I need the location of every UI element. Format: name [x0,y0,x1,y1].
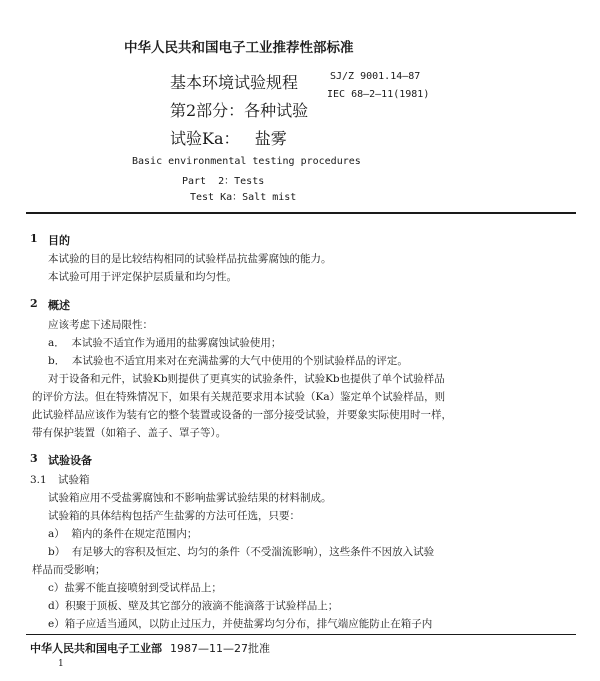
footer-publisher: 中华人民共和国电子工业部 [30,642,162,655]
standard-org-title: 中华人民共和国电子工业推荐性部标准 [124,40,354,56]
footer-divider [26,634,576,635]
section-2-title: 概述 [48,299,70,312]
section-3-number: 3 [30,452,38,465]
section-3-1-title: 试验箱 [58,474,90,486]
section-3-line-1: 试验箱应用不受盐雾腐蚀和不影响盐雾试验结果的材料制成。 [48,492,332,504]
section-2-item-a: a． 本试验不适宜作为通用的盐雾腐蚀试验使用； [48,337,282,349]
section-1-line-1: 本试验的目的是比较结构相同的试验样品抗盐雾腐蚀的能力。 [48,253,332,265]
standard-code-sj: SJ/Z 9001.14—87 [330,71,421,82]
section-3-line-4: b） 有足够大的容积及恒定、均匀的条件（不受湍流影响），这些条件不因放入试验 [48,546,435,558]
title-line-3: 试验Ka： 盐雾 [170,129,287,148]
standard-code-iec: IEC 68—2—11(1981) [327,89,430,100]
section-1-number: 1 [30,232,38,245]
section-3-line-2: 试验箱的具体结构包括产生盐雾的方法可任选，只要： [48,510,300,522]
section-2-para-line-1: 对于设备和元件，试验Kb则提供了更真实的试验条件，试验Kb也提供了单个试验样品 [48,373,445,385]
english-title-line-2: Part 2：Tests [182,176,265,187]
header-divider [26,212,576,214]
section-3-line-7: d）积聚于顶板、壁及其它部分的液滴不能滴落于试验样品上； [48,600,339,612]
section-2-number: 2 [30,297,38,310]
section-2-para-line-3: 此试验样品应该作为装有它的整个装置或设备的一部分接受试验，并要象实际使用时一样， [32,409,452,421]
section-2-item-b: b． 本试验也不适宜用来对在充满盐雾的大气中使用的个别试验样品的评定。 [48,355,408,367]
section-3-line-6: c）盐雾不能直接喷射到受试样品上； [48,582,222,594]
section-2-para-line-4: 带有保护装置（如箱子、盖子、罩子等）。 [32,427,227,439]
section-1-line-2: 本试验可用于评定保护层质量和均匀性。 [48,271,237,283]
page-number: 1 [58,659,64,669]
title-line-2: 第2部分：各种试验 [170,101,309,120]
english-title-line-1: Basic environmental testing procedures [132,156,361,167]
section-3-line-8: e）箱子应适当通风，以防止过压力，并使盐雾均匀分布，排气端应能防止在箱子内 [48,618,433,630]
section-3-line-3: a） 箱内的条件在规定范围内； [48,528,198,540]
section-2-intro: 应该考虑下述局限性： [48,319,153,331]
section-3-title: 试验设备 [48,454,92,467]
title-line-1: 基本环境试验规程 [170,73,299,92]
section-3-line-5: 样品而受影响； [32,564,106,576]
section-2-para-line-2: 的评价方法。但在特殊情况下，如果有关规范要求用本试验（Ka）鉴定单个试验样品，则 [32,391,446,403]
footer-approval-date: 1987—11—27批准 [170,642,270,655]
english-title-line-3: Test Ka：Salt mist [190,192,297,203]
section-1-title: 目的 [48,234,70,247]
section-3-1-number: 3.1 [30,474,47,486]
